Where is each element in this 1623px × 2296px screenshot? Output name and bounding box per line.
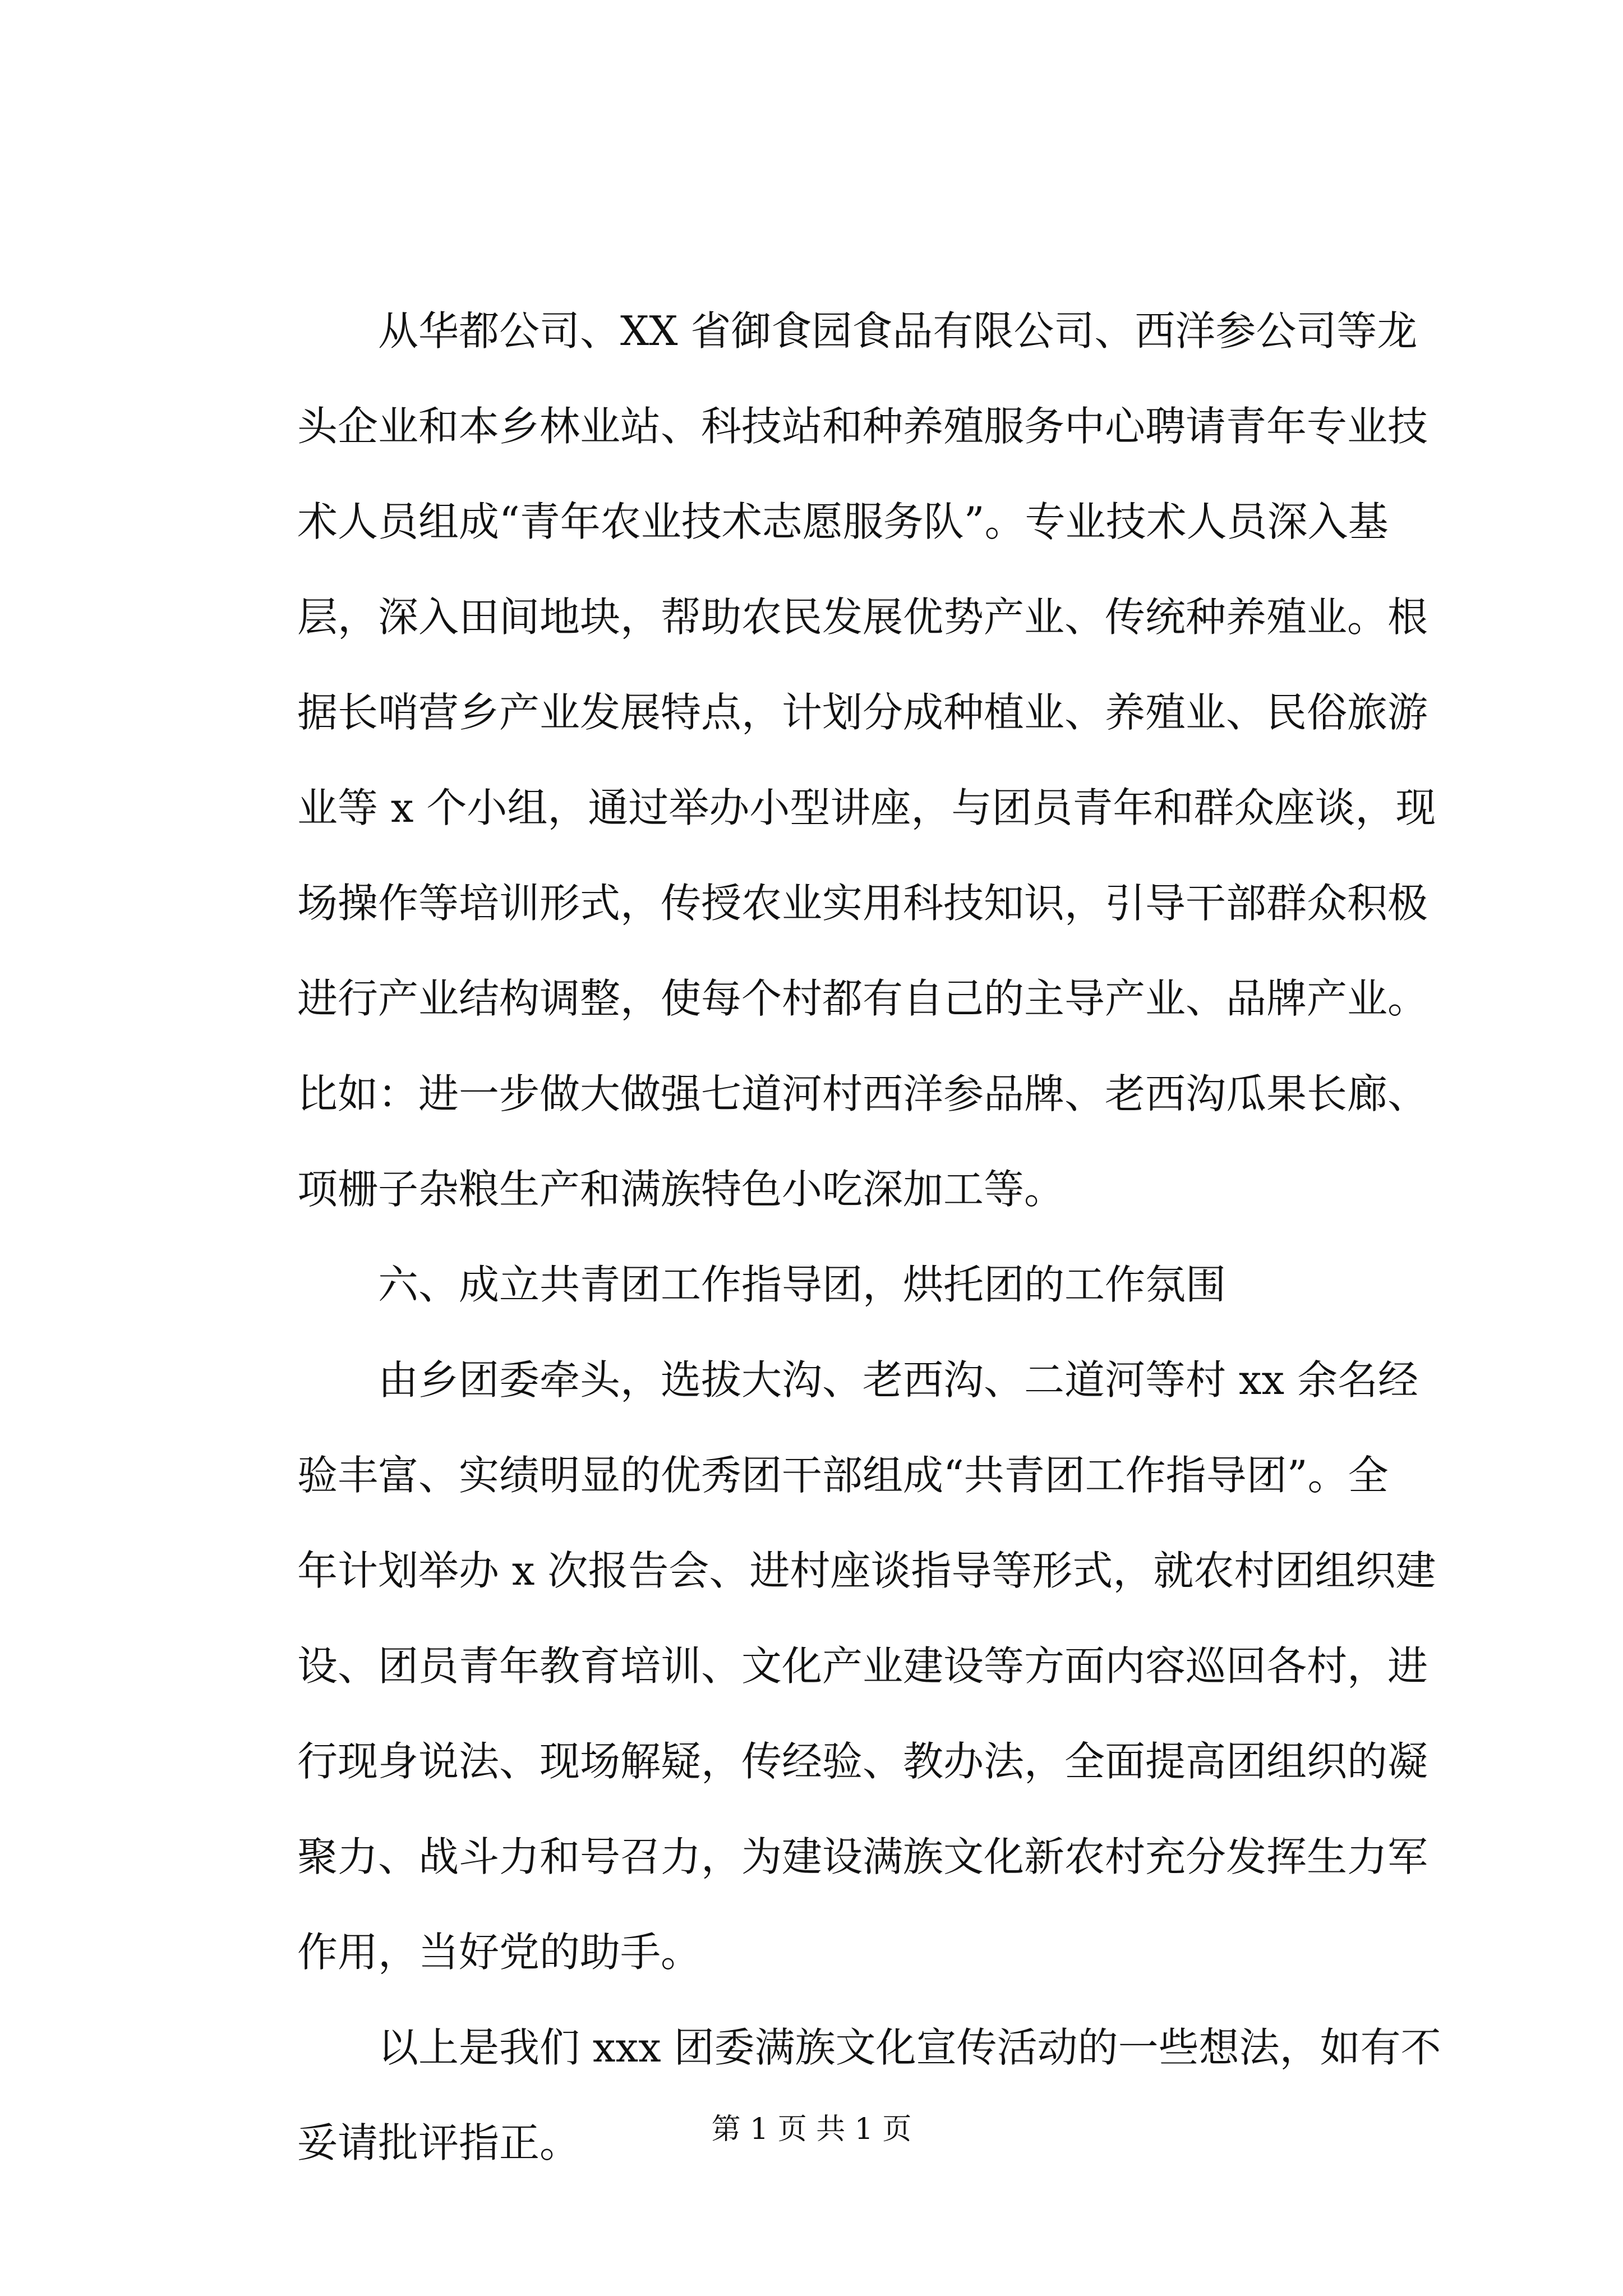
paragraph-line: 比如：进一步做大做强七道河村西洋参品牌、老西沟瓜果长廊、: [297, 1070, 1428, 1117]
paragraph-line: 设、团员青年教育培训、文化产业建设等方面内容巡回各村，进: [297, 1642, 1428, 1690]
paragraph-line: 业等 x 个小组，通过举办小型讲座，与团员青年和群众座谈，现: [297, 784, 1436, 831]
paragraph-line: 聚力、战斗力和号召力，为建设满族文化新农村充分发挥生力军: [297, 1833, 1428, 1880]
paragraph-line: 层，深入田间地块，帮助农民发展优势产业、传统种养殖业。根: [297, 593, 1428, 641]
paragraph-line: 头企业和本乡林业站、科技站和种养殖服务中心聘请青年专业技: [297, 403, 1428, 450]
paragraph-line: 项栅子杂粮生产和满族特色小吃深加工等。: [297, 1166, 1065, 1213]
paragraph-line: 进行产业结构调整，使每个村都有自己的主导产业、品牌产业。: [297, 975, 1428, 1022]
paragraph-line: 从华都公司、XX 省御食园食品有限公司、西洋参公司等龙: [378, 307, 1418, 355]
paragraph-line: 验丰富、实绩明显的优秀团干部组成“共青团工作指导团”。全: [297, 1452, 1389, 1499]
paragraph-line: 行现身说法、现场解疑，传经验、教办法，全面提高团组织的凝: [297, 1738, 1428, 1785]
section-heading: 六、成立共青团工作指导团，烘托团的工作氛围: [378, 1261, 1227, 1308]
paragraph-line: 场操作等培训形式，传授农业实用科技知识，引导干部群众积极: [297, 880, 1428, 927]
paragraph-line: 年计划举办 x 次报告会、进村座谈指导等形式，就农村团组织建: [297, 1547, 1436, 1594]
paragraph-line: 以上是我们 xxx 团委满族文化宣传活动的一些想法，如有不: [378, 2024, 1441, 2071]
page-footer: 第 1 页 共 1 页: [711, 2113, 912, 2146]
paragraph-line: 术人员组成“青年农业技术志愿服务队”。专业技术人员深入基: [297, 498, 1389, 545]
paragraph-line: 由乡团委牵头，选拔大沟、老西沟、二道河等村 xx 余名经: [378, 1356, 1418, 1404]
paragraph-line: 作用，当好党的助手。: [297, 1929, 702, 1976]
paragraph-line: 妥请批评指正。: [297, 2119, 580, 2166]
paragraph-line: 据长哨营乡产业发展特点，计划分成种植业、养殖业、民俗旅游: [297, 689, 1428, 736]
